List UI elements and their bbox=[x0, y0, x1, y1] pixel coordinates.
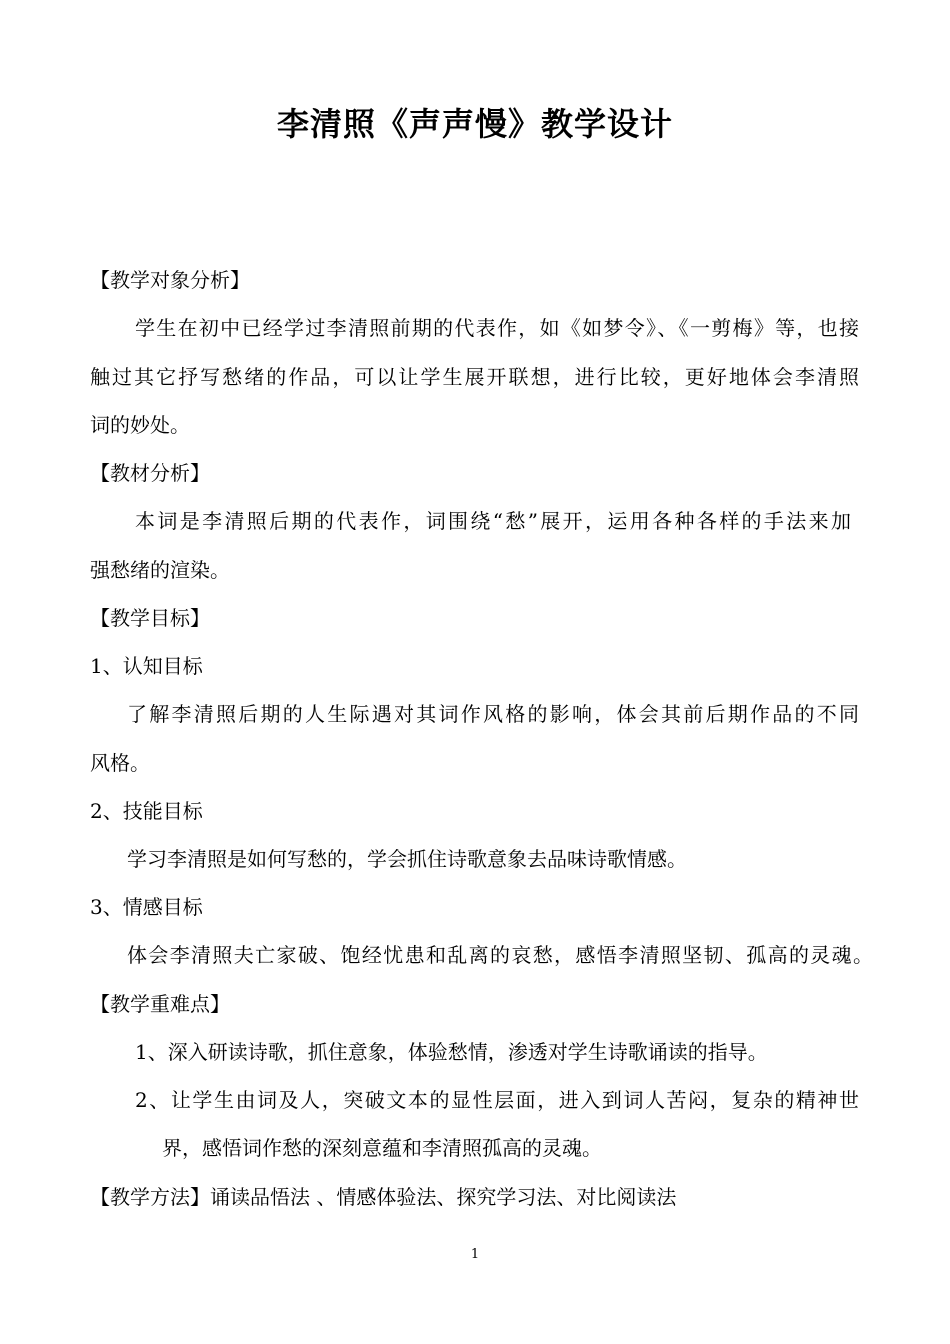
methods-heading: 【教学方法】 bbox=[90, 1185, 210, 1209]
page-number: 1 bbox=[470, 1247, 480, 1262]
key-point-2-line-1: 2、让学生由词及人，突破文本的显性层面，进入到词人苦闷，复杂的精神世 bbox=[135, 1088, 859, 1112]
methods-text: 诵读品悟法 、情感体验法、探究学习法、对比阅读法 bbox=[210, 1185, 677, 1209]
audience-heading: 【教学对象分析】 bbox=[90, 268, 250, 292]
methods-line bbox=[90, 1182, 676, 1212]
audience-text-line-3: 词的妙处。 bbox=[90, 413, 190, 437]
audience-text-line-2: 触过其它抒写愁绪的作品，可以让学生展开联想，进行比较，更好地体会李清照 bbox=[90, 365, 859, 389]
key-point-1: 1、深入研读诗歌，抓住意象，体验愁情，渗透对学生诗歌诵读的指导。 bbox=[135, 1040, 768, 1064]
material-heading: 【教材分析】 bbox=[90, 461, 210, 485]
goal1-heading: 1、认知目标 bbox=[90, 654, 203, 678]
material-text-line-1: 本词是李清照后期的代表作，词围绕“愁”展开，运用各种各样的手法来加 bbox=[135, 509, 851, 533]
key-point-2-line-2: 界，感悟词作愁的深刻意蕴和李清照孤高的灵魂。 bbox=[162, 1136, 602, 1160]
goal2-heading: 2、技能目标 bbox=[90, 799, 203, 823]
goal1-text-line-2: 风格。 bbox=[90, 751, 150, 775]
goal3-text: 体会李清照夫亡家破、饱经忧患和乱离的哀愁，感悟李清照坚韧、孤高的灵魂。 bbox=[127, 943, 873, 967]
goals-heading: 【教学目标】 bbox=[90, 606, 210, 630]
material-text-line-2: 强愁绪的渲染。 bbox=[90, 558, 230, 582]
goal2-text: 学习李清照是如何写愁的，学会抓住诗歌意象去品味诗歌情感。 bbox=[127, 847, 687, 871]
goal3-heading: 3、情感目标 bbox=[90, 895, 203, 919]
audience-text-line-1: 学生在初中已经学过李清照前期的代表作，如《如梦令》、《一剪梅》等，也接 bbox=[135, 316, 859, 340]
page-title: 李清照《声声慢》教学设计 bbox=[276, 105, 673, 143]
key-points-heading: 【教学重难点】 bbox=[90, 992, 230, 1016]
goal1-text-line-1: 了解李清照后期的人生际遇对其词作风格的影响，体会其前后期作品的不同 bbox=[127, 702, 859, 726]
